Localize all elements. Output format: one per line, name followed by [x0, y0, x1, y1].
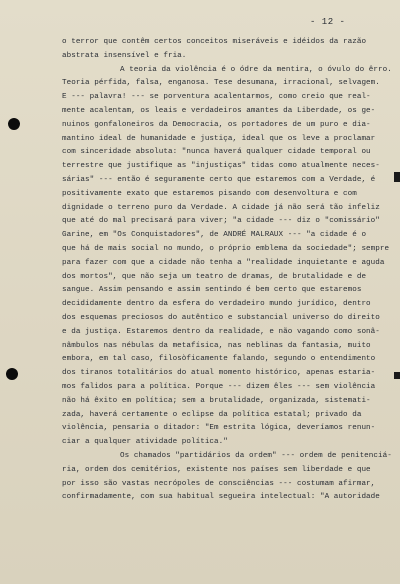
document-body	[0, 36, 400, 505]
text-line: e da justiça. Estaremos dentro da realidade, e não vagando como sonâ-	[62, 327, 380, 336]
text-line: dos mortos", que não seja um teatro de dramas, de brutalidade e de	[62, 272, 367, 281]
text-line: embora, em tal caso, filosòficamente falando, segundo o entendimento	[62, 355, 376, 364]
page-number: - 12 -	[310, 17, 346, 27]
text-line: com sinceridade absoluta: "nunca haverá qualquer cidade temporal ou	[62, 148, 371, 157]
text-line: terrestre que justifique as "injustiças" tidas como atualmente neces-	[62, 162, 380, 171]
text-line: ria, ordem dos cemitérios, existente nos países sem liberdade e que	[62, 465, 371, 474]
text-line: A teoria da violência é o ódre da mentira, o óvulo do êrro.	[120, 65, 392, 74]
text-line: por isso são vastas necrópoles de consciências --- costumam afirmar,	[62, 479, 376, 488]
text-line: não há êxito em política; sem a brutalidade, organizada, sistemati-	[62, 396, 371, 405]
page-edge-mark	[394, 172, 400, 182]
text-line: dos tiranos totalitários do atual momento histórico, apenas estaria-	[62, 369, 376, 378]
text-line: abstrata insensível e fria.	[62, 51, 187, 60]
text-line: Os chamados "partidários da ordem" --- ordem de penitenciá-	[120, 451, 392, 460]
binder-hole-bottom	[6, 368, 18, 380]
text-line: zada, haverá certamente o eclipse da política estatal; privado da	[62, 410, 362, 419]
text-line: decididamente dentro da esfera do verdadeiro mundo jurídico, dentro	[62, 300, 371, 309]
text-line: que há de mais social no mundo, o próprio emblema da sociedade"; sempre	[62, 244, 390, 253]
text-line: positivamente exato que estaremos pisando com desenvoltura e com	[62, 189, 357, 198]
text-line: mente acalentam, os leais e verdadeiros amantes da Liberdade, os ge-	[62, 106, 376, 115]
text-line: sangue. Assim pensando e assim sentindo é bem certo que estaremos	[62, 286, 362, 295]
text-line: confirmadamente, com sua habitual segueira intelectual: "A autoridade	[62, 493, 380, 502]
text-line: nâmbulos nas nébulas da metafísica, nas neblinas da fantasia, muito	[62, 341, 371, 350]
text-line: que até do mal precisará para viver; "a cidade --- diz o "comissário"	[62, 217, 380, 226]
text-line: mantino ideal de humanidade e justiça, ideal que os leve a proclamar	[62, 134, 376, 143]
text-line: dos esquemas preciosos do autêntico e substancial universo do direito	[62, 313, 380, 322]
text-line: ciar a qualquer atividade política."	[62, 438, 228, 447]
text-line: sárias" --- então é seguramente certo que estaremos com a Verdade, é	[62, 175, 376, 184]
text-line: mos falidos para a política. Porque --- dizem êles --- sem violência	[62, 382, 376, 391]
text-line: E --- palavra! --- se porventura acalentarmos, como creio que real-	[62, 93, 371, 102]
text-line: o terror que contêm certos conceitos miseráveis e idéidos da razão	[62, 38, 367, 46]
text-line: dignidade o terreno puro da Verdade. A cidade já não será tão infeliz	[62, 203, 380, 212]
text-line: violência, pensaria o ditador: "Em estrita lógica, deveríamos renun-	[62, 424, 376, 433]
text-line: para fazer com que a cidade não tenha a "realidade inquietante e aguda	[62, 258, 385, 267]
text-line: Garine, em "Os Conquistadores", de ANDRÉ MALRAUX --- "a cidade é o	[62, 231, 367, 240]
text-line: nuinos gonfaloneiros da Democracia, os portadores de um puro e dia-	[62, 120, 371, 129]
binder-hole-top	[8, 118, 20, 130]
page-edge-mark	[394, 372, 400, 379]
text-line: Teoria pérfida, falsa, enganosa. Tese desumana, irracional, selvagem.	[62, 79, 380, 88]
